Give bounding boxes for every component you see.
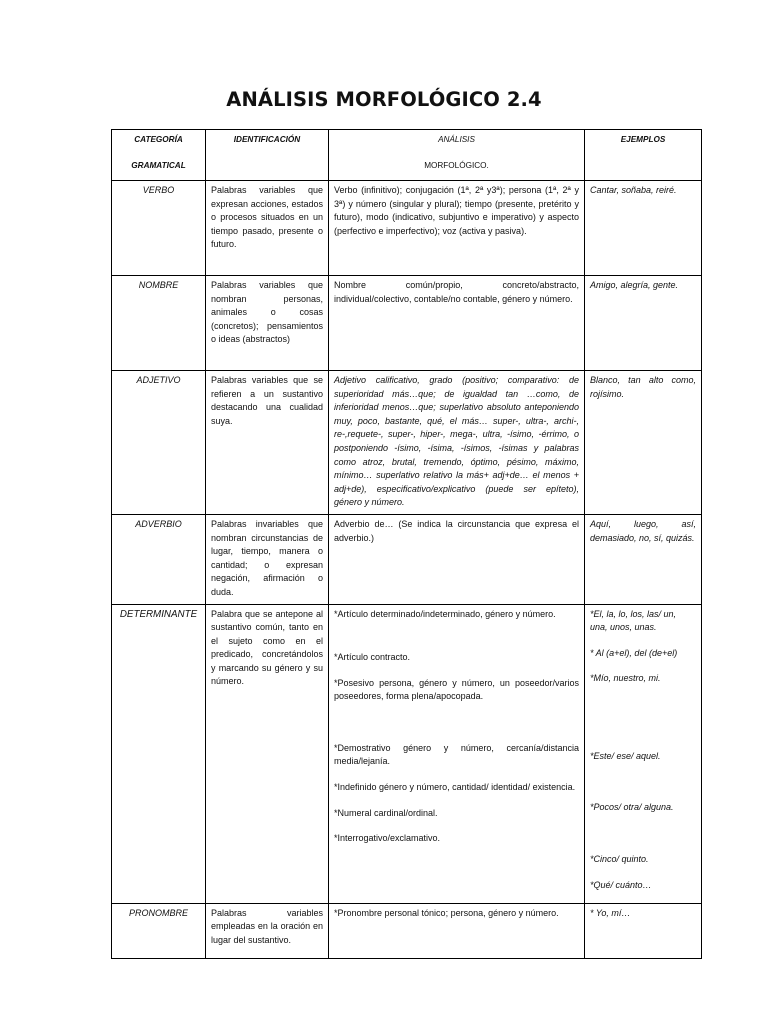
header-analisis-line2: MORFOLÓGICO. — [424, 160, 489, 170]
table-row — [112, 276, 702, 371]
row-category: NOMBRE — [112, 276, 206, 371]
analysis-item: *Numeral cardinal/ordinal. — [334, 807, 438, 818]
example-item: *Mío, nuestro, mi. — [590, 673, 661, 684]
header-identificacion-label: IDENTIFICACIÓN — [233, 135, 301, 144]
header-analisis — [329, 130, 585, 181]
analysis-item: *Indefinido género y número, cantidad/ identidad/ existencia. — [334, 782, 576, 793]
example-item: *Pocos/ otra/ alguna. — [590, 802, 674, 813]
header-categoria-line2: GRAMATICAL — [131, 160, 186, 170]
row-examples: Blanco, tan alto como, rojísimo. — [585, 371, 702, 515]
row-category: PRONOMBRE — [112, 903, 206, 958]
row-category: ADJETIVO — [112, 371, 206, 515]
analysis-item: *Artículo contracto. — [334, 652, 411, 663]
analysis-item: *Artículo determinado/indeterminado, género y número. — [334, 608, 556, 619]
row-identification: Palabras variables que se refieren a un sustantivo destacando una cualidad suya. — [206, 371, 329, 515]
analysis-item: *Demostrativo género y número, cercanía/distancia media/lejanía. — [334, 742, 579, 767]
row-identification: Palabra que se antepone al sustantivo común, tanto en el sujeto como en el predicado, concretándolos y marcando su género y su número. — [206, 604, 329, 903]
row-identification: Palabras invariables que nombran circunstancias de lugar, tiempo, manera o cantidad; o expresan negación, afirmación o duda. — [206, 514, 329, 604]
table-row — [112, 903, 702, 958]
morphology-table — [111, 129, 702, 959]
header-categoria-line1: CATEGORÍA — [134, 135, 183, 144]
row-category: DETERMINANTE — [112, 604, 206, 903]
analysis-item: *Posesivo persona, género y número, un poseedor/varios poseedores, forma plena/apocopada. — [334, 677, 579, 702]
example-item: *Cinco/ quinto. — [590, 854, 649, 865]
example-item: *El, la, lo, los, las/ un, una, unos, unas. — [590, 608, 677, 633]
row-examples: Amigo, alegría, gente. — [585, 276, 702, 371]
table-row — [112, 371, 702, 515]
row-analysis: Adverbio de… (Se indica la circunstancia que expresa el adverbio.) — [329, 514, 585, 604]
row-examples: * Yo, mí… — [585, 903, 702, 958]
table-row — [112, 181, 702, 276]
row-analysis — [329, 604, 585, 903]
header-ejemplos-label: EJEMPLOS — [620, 135, 666, 144]
header-analisis-line1: ANÁLISIS — [438, 135, 475, 144]
row-analysis: Verbo (infinitivo); conjugación (1ª, 2ª y3ª); persona (1ª, 2ª y 3ª) y número (singular y plural); tiempo (presente, pretérito y futuro), modo (indicativo, subjuntivo e imperativo) y aspecto (perfectivo e imperfectivo); voz (activa y pasiva). — [329, 181, 585, 276]
row-identification: Palabras variables que nombran personas, animales o cosas (concretos); pensamientos o ideas (abstractos) — [206, 276, 329, 371]
row-analysis: Nombre común/propio, concreto/abstracto, individual/colectivo, contable/no contable, género y número. — [329, 276, 585, 371]
row-examples: Cantar, soñaba, reiré. — [585, 181, 702, 276]
row-examples: Aquí, luego, así, demasiado, no, sí, quizás. — [585, 514, 702, 604]
row-identification: Palabras variables que expresan acciones, estados o procesos situados en un tiempo pasado, presente o futuro. — [206, 181, 329, 276]
header-categoria — [112, 130, 206, 181]
document-title: ANÁLISIS MORFOLÓGICO 2.4 — [226, 88, 542, 111]
row-category: VERBO — [112, 181, 206, 276]
table-row — [112, 514, 702, 604]
header-ejemplos — [585, 130, 702, 181]
row-examples — [585, 604, 702, 903]
header-identificacion — [206, 130, 329, 181]
example-item: *Este/ ese/ aquel. — [590, 750, 661, 761]
row-identification: Palabras variables empleadas en la oración en lugar del sustantivo. — [206, 903, 329, 958]
analysis-item: *Interrogativo/exclamativo. — [334, 833, 441, 844]
row-analysis: *Pronombre personal tónico; persona, género y número. — [329, 903, 585, 958]
example-item: *Qué/ cuánto… — [590, 879, 652, 890]
table-row — [112, 604, 702, 903]
example-item: * Al (a+el), del (de+el) — [590, 647, 678, 658]
row-category: ADVERBIO — [112, 514, 206, 604]
row-analysis: Adjetivo calificativo, grado (positivo; comparativo: de superioridad más…que; de igualdad tan …como, de inferioridad menos…que; superlativo absoluto anteponiendo muy, poco, bastante, qué, el más… super-, ultra-, archi-, re-,requete-, super-, hiper-, mega-, ultra, -ísimo, -érrimo, o postponiendo -ísimo, -ísima, -ísimos, -ísimas y palabras como atroz, brutal, tremendo, óptimo, pésimo, máximo, mínimo… superlativo relativo la más+ adj+de… el menos + adj+de), especificativo/explicativo (puede ser epíteto), género y número. — [329, 371, 585, 515]
table-header-row — [112, 130, 702, 181]
